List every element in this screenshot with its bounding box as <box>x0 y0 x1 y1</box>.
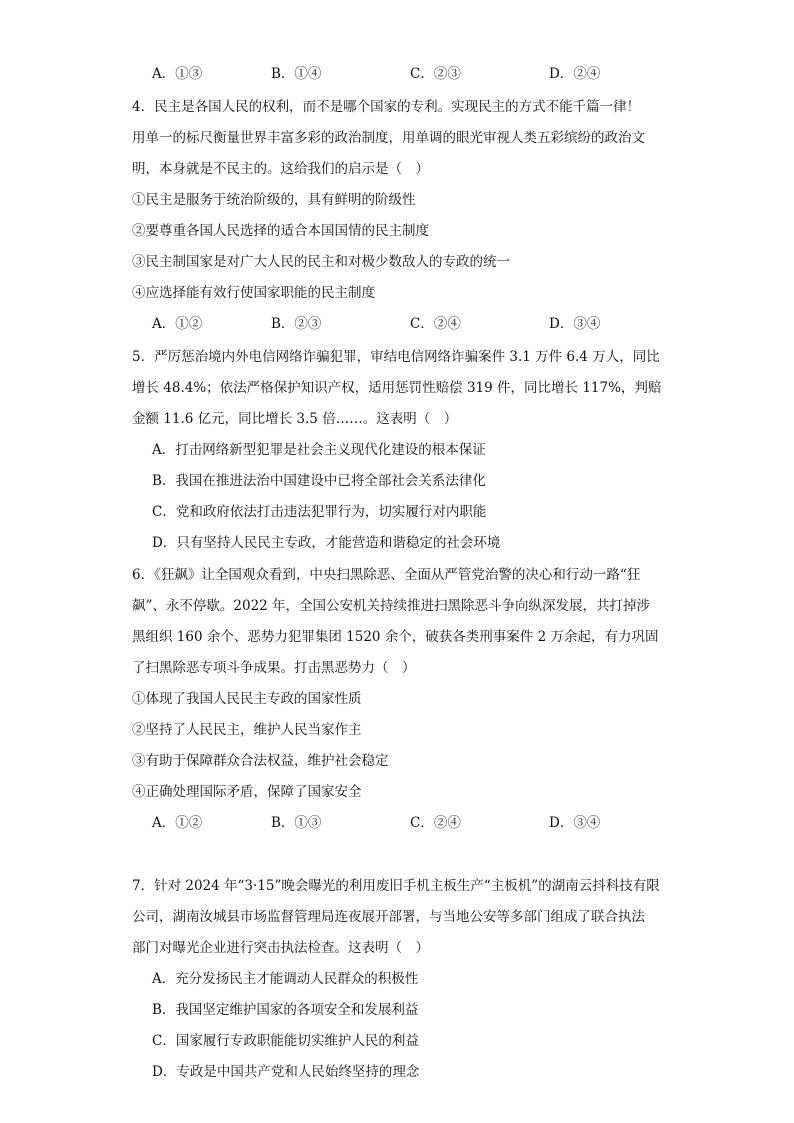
question-7 <box>132 871 672 1088</box>
q3-option-b[interactable]: B．①④ <box>271 66 322 82</box>
q4-option-c[interactable]: C．②④ <box>410 316 461 332</box>
q3-options <box>132 59 672 90</box>
q5-stem-line: 金额 11.6 亿元，同比增长 3.5 倍……。这表明（ ） <box>132 411 458 427</box>
q5-choice-c[interactable]: C．党和政府依法打击违法犯罪行为，切实履行对内职能 <box>152 504 487 520</box>
q5-choice-a[interactable]: A．打击网络新型犯罪是社会主义现代化建设的根本保证 <box>152 442 486 458</box>
q7-choice-b[interactable]: B．我国坚定维护国家的各项安全和发展利益 <box>152 1002 419 1018</box>
q5-stem-line: 增长 48.4%；依法严格保护知识产权，适用惩罚性赔偿 319 件，同比增长 117%，判赔 <box>132 380 662 396</box>
q7-stem-line: 部门对曝光企业进行突击执法检查。这表明（ ） <box>132 940 429 956</box>
q6-statement: ②坚持了人民民主，维护人民当家作主 <box>132 722 362 738</box>
q6-options <box>132 808 672 839</box>
q7-stem-line: 公司，湖南汝城县市场监督管理局连夜展开部署，与当地公安等多部门组成了联合执法 <box>132 909 645 925</box>
q4-stem-line: 明，本身就是不民主的。这给我们的启示是（ ） <box>132 161 429 177</box>
question-4 <box>132 92 672 340</box>
q5-choice-b[interactable]: B．我国在推进法治中国建设中已将全部社会关系法律化 <box>152 473 486 489</box>
q4-option-d[interactable]: D．③④ <box>549 316 601 332</box>
q4-statement: ①民主是服务于统治阶级的，具有鲜明的阶级性 <box>132 192 416 208</box>
q3-option-c[interactable]: C．②③ <box>410 66 461 82</box>
q7-stem-line: 7．针对 2024 年“3·15”晚会曝光的利用废旧手机主板生产“主板机”的湖南云抖科技有限 <box>132 878 660 894</box>
q6-statement: ③有助于保障群众合法权益，维护社会稳定 <box>132 753 389 769</box>
q4-statement: ③民主制国家是对广大人民的民主和对极少数敌人的专政的统一 <box>132 254 510 270</box>
q3-option-d[interactable]: D．②④ <box>549 66 601 82</box>
q3-options-block <box>132 59 672 90</box>
q4-statement: ②要尊重各国人民选择的适合本国国情的民主制度 <box>132 223 429 239</box>
q4-option-a[interactable]: A．①② <box>152 316 203 332</box>
q5-choice-d[interactable]: D．只有坚持人民民主专政，才能营造和谐稳定的社会环境 <box>152 535 501 551</box>
q4-stem-line: 用单一的标尺衡量世界丰富多彩的政治制度，用单调的眼光审视人类五彩缤纷的政治文 <box>132 130 645 146</box>
q6-stem-line: 黑组织 160 余个、恶势力犯罪集团 1520 余个，破获各类刑事案件 2 万余起，有力巩固 <box>132 629 659 645</box>
q5-stem-line: 5．严厉惩治境内外电信网络诈骗犯罪，审结电信网络诈骗案件 3.1 万件 6.4 万人，同比 <box>132 349 660 365</box>
q6-option-c[interactable]: C．②④ <box>410 815 461 831</box>
q6-option-b[interactable]: B．①③ <box>271 815 322 831</box>
question-5 <box>132 342 672 559</box>
q6-stem-line: 飙”、永不停歇。2022 年，全国公安机关持续推进扫黑除恶斗争向纵深发展，共打掉涉 <box>132 598 651 614</box>
q6-statement: ①体现了我国人民民主专政的国家性质 <box>132 691 362 707</box>
q3-option-a[interactable]: A．①③ <box>152 66 203 82</box>
q6-stem-line: 了扫黑除恶专项斗争成果。打击黑恶势力（ ） <box>132 660 416 676</box>
q4-statement: ④应选择能有效行使国家职能的民主制度 <box>132 285 375 301</box>
q6-option-d[interactable]: D．③④ <box>549 815 601 831</box>
q6-option-a[interactable]: A．①② <box>152 815 203 831</box>
q7-choice-c[interactable]: C．国家履行专政职能能切实维护人民的利益 <box>152 1033 419 1049</box>
q7-choice-a[interactable]: A．充分发扬民主才能调动人民群众的积极性 <box>152 971 419 987</box>
q4-options <box>132 309 672 340</box>
q6-statement: ④正确处理国际矛盾，保障了国家安全 <box>132 784 362 800</box>
q4-option-b[interactable]: B．②③ <box>271 316 322 332</box>
q6-stem-line: 6．《狂飙》让全国观众看到，中央扫黑除恶、全面从严管党治警的决心和行动一路“狂 <box>132 567 641 583</box>
q4-stem-line: 4．民主是各国人民的权利，而不是哪个国家的专利。实现民主的方式不能千篇一律！ <box>132 99 641 115</box>
question-6 <box>132 560 672 839</box>
q7-choice-d[interactable]: D．专政是中国共产党和人民始终坚持的理念 <box>152 1064 420 1080</box>
